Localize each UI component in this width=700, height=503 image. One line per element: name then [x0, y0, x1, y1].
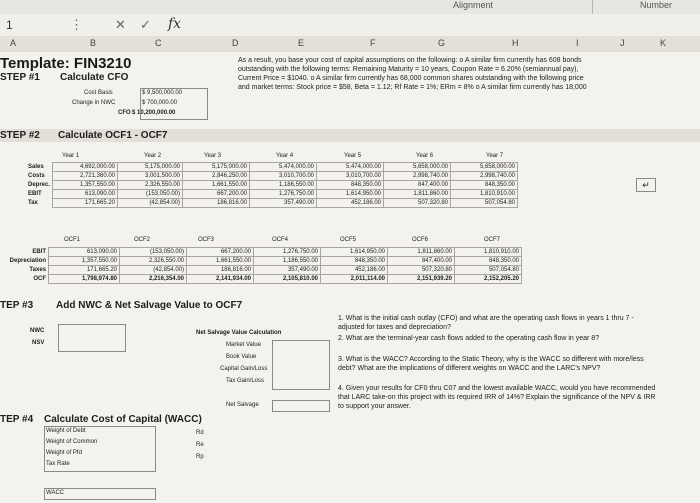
- table-cell[interactable]: 5,658,000.00: [451, 163, 518, 172]
- col-D[interactable]: D: [232, 38, 239, 48]
- table-cell[interactable]: 1,186,550.00: [250, 181, 317, 190]
- fx-icon[interactable]: fx: [168, 16, 182, 32]
- table-cell[interactable]: 847,400.00: [384, 181, 451, 190]
- table-cell[interactable]: 1,614,950.00: [317, 190, 384, 199]
- nwc-value[interactable]: $ 700,000.00: [142, 100, 178, 106]
- ocf-table: [2, 247, 522, 284]
- question-2: 2. What are the terminal-year cash flows added to the operating cash flow in year 8?: [338, 335, 600, 342]
- nsv-item-book: Book Value: [226, 354, 257, 360]
- row-label: Sales: [28, 164, 44, 170]
- table-cell[interactable]: 2,216,354.00: [120, 275, 187, 284]
- table-row: [2, 248, 522, 257]
- table-cell[interactable]: 186,816.00: [187, 266, 254, 275]
- table-row: [26, 172, 518, 181]
- table-cell[interactable]: 507,054.80: [451, 199, 518, 208]
- table-cell[interactable]: 1,810,910.00: [451, 190, 518, 199]
- year-3: Year 3: [204, 153, 222, 159]
- ocf-header-2: OCF2: [134, 237, 151, 243]
- table-cell[interactable]: 507,320.80: [388, 266, 455, 275]
- table-cell[interactable]: 848,350.00: [317, 181, 384, 190]
- table-cell[interactable]: (42,854.00): [118, 199, 183, 208]
- column-headers: [0, 36, 700, 53]
- ribbon: [0, 0, 700, 15]
- table-row: [26, 181, 518, 190]
- question-4: 4. Given your results for CF0 thru C07 and the lowest available WACC, would you have recommended that LARC take-on this project with its required IRR of 14%? Explain the significance of the NPV & IRR to support your answer.: [338, 385, 656, 410]
- table-row: [2, 257, 522, 266]
- table-cell[interactable]: 2,105,810.00: [254, 275, 321, 284]
- table-cell[interactable]: 667,200.00: [183, 190, 250, 199]
- table-row: [2, 266, 522, 275]
- table-cell[interactable]: 848,350.00: [321, 257, 388, 266]
- nsv-item-tax: Tax Gain/Loss: [226, 378, 265, 384]
- nwc-nsv-input-box[interactable]: [58, 324, 126, 352]
- rate-rp: Rp: [196, 454, 204, 460]
- table-cell[interactable]: 1,276,750.00: [250, 190, 317, 199]
- income-table: [26, 162, 518, 208]
- table-cell[interactable]: 2,326,550.00: [120, 257, 187, 266]
- row-label: EBIT: [28, 191, 42, 197]
- ocf-header-3: OCF3: [198, 237, 215, 243]
- table-cell[interactable]: 848,350.00: [451, 181, 518, 190]
- table-cell[interactable]: 3,010,700.00: [250, 172, 317, 181]
- page-title: Template: FIN3210: [0, 55, 132, 72]
- col-G[interactable]: G: [438, 38, 446, 48]
- cfo-label: CFO: [118, 110, 131, 116]
- table-cell[interactable]: 2,998,740.00: [451, 172, 518, 181]
- table-cell[interactable]: 3,001,500.00: [118, 172, 183, 181]
- table-row: [26, 199, 518, 208]
- table-cell[interactable]: 2,326,550.00: [118, 181, 183, 190]
- col-F[interactable]: F: [370, 38, 376, 48]
- wacc-label: WACC: [46, 490, 65, 496]
- question-1: 1. What is the initial cash outlay (CFO) and what are the operating cash flows in years 1 thru 7 - adjusted for taxes and depreciation?: [338, 315, 634, 331]
- table-cell[interactable]: (153,050.00): [118, 190, 183, 199]
- table-cell[interactable]: 1,661,550.00: [187, 257, 254, 266]
- table-row: [2, 275, 522, 284]
- table-cell[interactable]: (153,050.00): [120, 248, 187, 257]
- cost-basis-label: Cost Basis: [84, 90, 113, 96]
- cost-basis-value[interactable]: $ 9,500,000.00: [142, 90, 183, 96]
- step4-title: Calculate Cost of Capital (WACC): [44, 414, 202, 425]
- ocf-header-7: OCF7: [484, 237, 501, 243]
- col-J[interactable]: J: [620, 38, 625, 48]
- step1-title: Calculate CFO: [60, 72, 129, 83]
- row-label: Deprec.: [28, 182, 51, 188]
- rate-rd: Rd: [196, 430, 204, 436]
- year-2: Year 2: [144, 153, 162, 159]
- table-cell[interactable]: 5,175,000.00: [183, 163, 250, 172]
- table-cell[interactable]: 357,490.00: [250, 199, 317, 208]
- nsv-calc-title: Net Salvage Value Calculation: [196, 330, 282, 336]
- weight-pfd-label: Weight of Pfd: [46, 450, 82, 456]
- ocf-header-1: OCF1: [64, 237, 81, 243]
- table-cell[interactable]: 1,186,550.00: [254, 257, 321, 266]
- step1-label: STEP #1: [0, 72, 40, 83]
- table-cell[interactable]: 613,090.00: [49, 248, 120, 257]
- nsv-input-box[interactable]: [272, 340, 330, 390]
- table-cell[interactable]: 5,658,000.00: [384, 163, 451, 172]
- table-cell[interactable]: 1,357,550.00: [49, 257, 120, 266]
- table-cell[interactable]: 613,090.00: [53, 190, 118, 199]
- cancel-icon[interactable]: ✕: [115, 17, 126, 32]
- table-cell[interactable]: 4,692,000.00: [53, 163, 118, 172]
- col-I[interactable]: I: [576, 38, 579, 48]
- row-label: Tax: [28, 200, 38, 206]
- table-cell[interactable]: 667,200.00: [187, 248, 254, 257]
- number-label: Number: [640, 0, 673, 10]
- ocf-header-4: OCF4: [272, 237, 289, 243]
- table-cell[interactable]: 5,474,000.00: [317, 163, 384, 172]
- check-icon[interactable]: ✓: [140, 17, 151, 32]
- cfo-box: [140, 88, 208, 120]
- step3-title: Add NWC & Net Salvage Value to OCF7: [56, 300, 243, 311]
- cfo-value[interactable]: $ 10,200,000.00: [132, 110, 176, 116]
- table-cell[interactable]: 847,400.00: [388, 257, 455, 266]
- wacc-input-box[interactable]: [44, 426, 156, 472]
- step2-title: Calculate OCF1 - OCF7: [58, 130, 168, 141]
- table-cell[interactable]: 2,721,360.00: [53, 172, 118, 181]
- col-C[interactable]: C: [155, 38, 162, 48]
- ribbon-separator: [592, 0, 593, 14]
- nwc-label: Change in NWC: [72, 100, 116, 106]
- table-cell[interactable]: 848,350.00: [455, 257, 522, 266]
- table-cell[interactable]: 2,141,934.00: [187, 275, 254, 284]
- row-label: Depreciation: [9, 258, 46, 264]
- table-cell[interactable]: 2,152,205.20: [455, 275, 522, 284]
- table-cell[interactable]: 2,151,939.20: [388, 275, 455, 284]
- ocf-header-5: OCF5: [340, 237, 357, 243]
- net-salvage-input[interactable]: [272, 400, 330, 412]
- question-3: 3. What is the WACC? According to the Static Theory, why is the WACC so different with more/less debt? What are the implications of different weights on WACC and the LARC's NPV?: [338, 356, 644, 372]
- assumptions-text: As a result, you base your cost of capital assumptions on the following: o A similar firm currently has 608 bonds outstanding with the following terms: Remaining Maturity = 10 years, Coupon Rate = 6.20% (semiannual pay), Current Price = $1040. o A similar firm currently has 68,000 common shares outstanding with the following price and market terms: Stock price = $58, Beta = 1.12; Rf Rate = 1%; ERm = 8% o A similar firm currently has 18,000: [238, 57, 587, 91]
- year-1: Year 1: [62, 153, 80, 159]
- table-cell[interactable]: 2,846,250.00: [183, 172, 250, 181]
- paste-options-icon[interactable]: ↵: [636, 178, 656, 192]
- net-salvage-label: Net Salvage: [226, 402, 259, 408]
- nwc-row-label: NWC: [30, 328, 45, 334]
- table-cell[interactable]: 1,661,550.00: [183, 181, 250, 190]
- row-label: Costs: [28, 173, 45, 179]
- name-box[interactable]: 1: [6, 18, 13, 32]
- table-cell[interactable]: 1,276,750.00: [254, 248, 321, 257]
- table-cell[interactable]: 1,357,550.00: [53, 181, 118, 190]
- weight-common-label: Weight of Common: [46, 439, 98, 445]
- table-cell[interactable]: 5,175,000.00: [118, 163, 183, 172]
- table-cell[interactable]: 3,010,700.00: [317, 172, 384, 181]
- row-label: OCF: [33, 276, 46, 282]
- table-cell[interactable]: 1,798,974.80: [49, 275, 120, 284]
- table-cell[interactable]: 1,810,910.00: [455, 248, 522, 257]
- col-A[interactable]: A: [10, 38, 17, 48]
- table-cell[interactable]: 507,054.80: [455, 266, 522, 275]
- table-cell[interactable]: 507,320.80: [384, 199, 451, 208]
- ocf-header-6: OCF6: [412, 237, 429, 243]
- table-cell[interactable]: 5,474,000.00: [250, 163, 317, 172]
- tax-rate-label: Tax Rate: [46, 461, 70, 467]
- dropdown-icon[interactable]: ⋮: [70, 17, 83, 32]
- alignment-label: Alignment: [453, 0, 494, 10]
- col-K[interactable]: K: [660, 38, 667, 48]
- table-cell[interactable]: 171,665.20: [49, 266, 120, 275]
- step4-label: TEP #4: [0, 414, 34, 425]
- table-cell[interactable]: 452,186.00: [321, 266, 388, 275]
- table-cell[interactable]: 1,811,860.00: [388, 248, 455, 257]
- year-6: Year 6: [416, 153, 434, 159]
- year-4: Year 4: [276, 153, 294, 159]
- table-cell[interactable]: 186,816.00: [183, 199, 250, 208]
- table-cell[interactable]: 2,011,114.00: [321, 275, 388, 284]
- col-H[interactable]: H: [512, 38, 519, 48]
- rate-re: Re: [196, 442, 204, 448]
- formula-bar: [0, 14, 700, 37]
- row-label: EBIT: [32, 249, 46, 255]
- year-5: Year 5: [344, 153, 362, 159]
- table-cell[interactable]: 171,665.20: [53, 199, 118, 208]
- spreadsheet-grid[interactable]: [0, 52, 700, 503]
- step2-label: STEP #2: [0, 130, 40, 141]
- step3-label: TEP #3: [0, 300, 34, 311]
- nsv-item-capital: Capital Gain/Loss: [220, 366, 268, 372]
- table-cell[interactable]: 452,186.00: [317, 199, 384, 208]
- col-E[interactable]: E: [298, 38, 305, 48]
- table-cell[interactable]: 1,614,950.00: [321, 248, 388, 257]
- table-row: [26, 163, 518, 172]
- col-B[interactable]: B: [90, 38, 97, 48]
- nsv-row-label: NSV: [32, 340, 45, 346]
- table-cell[interactable]: 1,811,860.00: [384, 190, 451, 199]
- table-cell[interactable]: 357,490.00: [254, 266, 321, 275]
- table-cell[interactable]: (42,854.00): [120, 266, 187, 275]
- table-cell[interactable]: 2,998,740.00: [384, 172, 451, 181]
- table-row: [26, 190, 518, 199]
- weight-debt-label: Weight of Debt: [46, 428, 86, 434]
- row-label: Taxes: [29, 267, 46, 273]
- year-7: Year 7: [486, 153, 504, 159]
- nsv-item-market: Market Value: [226, 342, 261, 348]
- wacc-output[interactable]: [44, 488, 156, 500]
